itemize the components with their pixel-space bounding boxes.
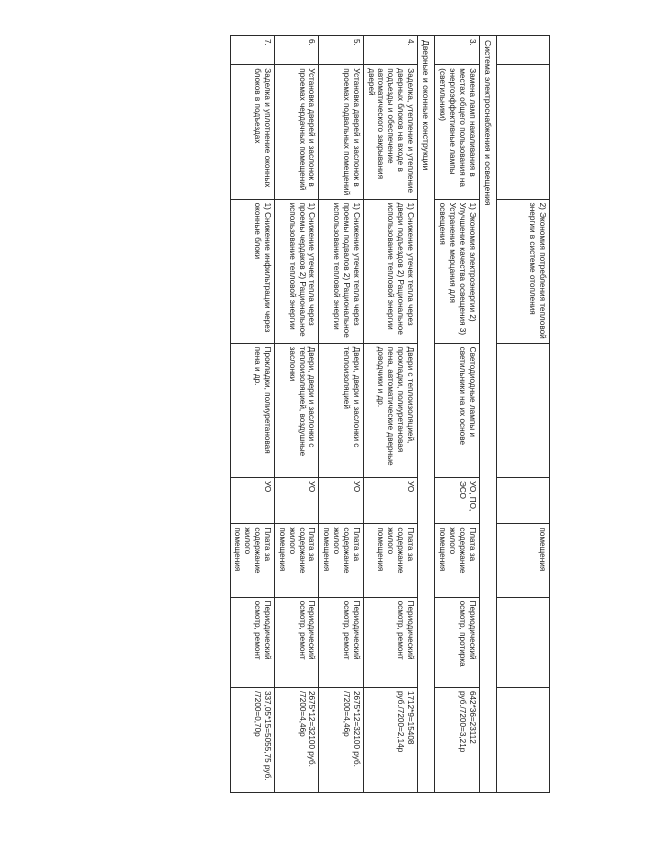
effect-cell: 1) Снижение утечек тепла через проемы подвалов 2) Рациональное использование тепловой энергии [319,199,363,343]
section-header-electric [479,36,496,793]
executor-cell: УО [319,477,363,523]
source-cell: Плата за содержание жилого помещения [275,524,319,597]
cost-cell: 2675*12=32100 руб. /7200=4,46р [275,687,319,792]
row-number: 5. [319,36,363,65]
materials-cell: Двери с теплоизоляцией, прокладки, полиуретановая пена, автоматические дверные доводчики и др. [363,343,417,477]
table-row [435,36,479,793]
source-cell: Плата за содержание жилого помещения [363,524,417,597]
effect-cell: 1) Снижение утечек тепла через двери подъездов 2) Рациональное использование тепловой энергии [363,199,417,343]
source-cell: Плата за содержание жилого помещения [319,524,363,597]
action-cell: Заделка и уплотнение оконных блоков в подъездах [230,65,274,199]
executor-cell: УО [230,477,274,523]
period-cell: Периодический осмотр, ремонт [319,597,363,687]
materials-cell: Прокладки, полиуретановая пена и др. [230,343,274,477]
action-cell: Замена ламп накаливания в местах общего пользования на энергоэффективные лампы (светильники) [435,65,479,199]
materials-cell: Двери, двери и заслонки с теплоизоляцией, воздушные заслонки [275,343,319,477]
effect-cell: 1) Экономия электроэнергии 2) Улучшение качества освещения 3) Устранение мерцания для освещения [435,199,479,343]
rotated-table-wrapper [100,35,550,793]
energy-measures-table [230,35,550,793]
row-number: 4. [363,36,417,65]
materials-cell: Двери, двери и заслонки с теплоизоляцией [319,343,363,477]
section-title: Дверные и оконные конструкции [418,36,435,793]
period-cell: Периодический осмотр, ремонт [275,597,319,687]
action-cell: Заделка, утепление и утепление дверных блоков на входе в подъезды и обеспечение автоматического закрывания дверей [363,65,417,199]
table-row [363,36,417,793]
row-number: 7. [230,36,274,65]
source-cell: Плата за содержание жилого помещения [230,524,274,597]
effect-cell: 1) Снижение инфильтрации через оконные блоки [230,199,274,343]
effect-cell: 1) Снижение утечек тепла через проемы чердаков 2) Рациональное использование тепловой энергии [275,199,319,343]
cost-cell: 337,05*15=5055,75 руб. /7200=0,70р [230,687,274,792]
section-title: Система электроснабжения и освещения [479,36,496,793]
executor-cell: УО [363,477,417,523]
top-source-cell: помещения [497,524,550,597]
executor-cell: УО, ПО, ЭСО [435,477,479,523]
row-number: 6. [275,36,319,65]
table-row [275,36,319,793]
table-row [497,36,550,793]
table-row [230,36,274,793]
cost-cell: 642*36=23112 руб./7200=3,21р [435,687,479,792]
cost-cell: 2675*12=32100 руб. /7200=4,46р [319,687,363,792]
period-cell: Периодический осмотр, ремонт [363,597,417,687]
row-number: 3. [435,36,479,65]
source-cell: Плата за содержание жилого помещения [435,524,479,597]
cost-cell: 1712*9=15408 руб./7200=2,14р [363,687,417,792]
top-effect-cell: 2) Экономия потребления тепловой энергии в системе отопления [497,199,550,343]
table-row [319,36,363,793]
action-cell: Установка дверей и заслонок в проемах подвальных помещений [319,65,363,199]
action-cell: Установка дверей и заслонок в проемах чердачных помещений [275,65,319,199]
period-cell: Периодический осмотр, ремонт [230,597,274,687]
executor-cell: УО [275,477,319,523]
period-cell: Периодический осмотр, протирка [435,597,479,687]
materials-cell: Светодиодные лампы и светильники на их основе [435,343,479,477]
section-header-doors [418,36,435,793]
